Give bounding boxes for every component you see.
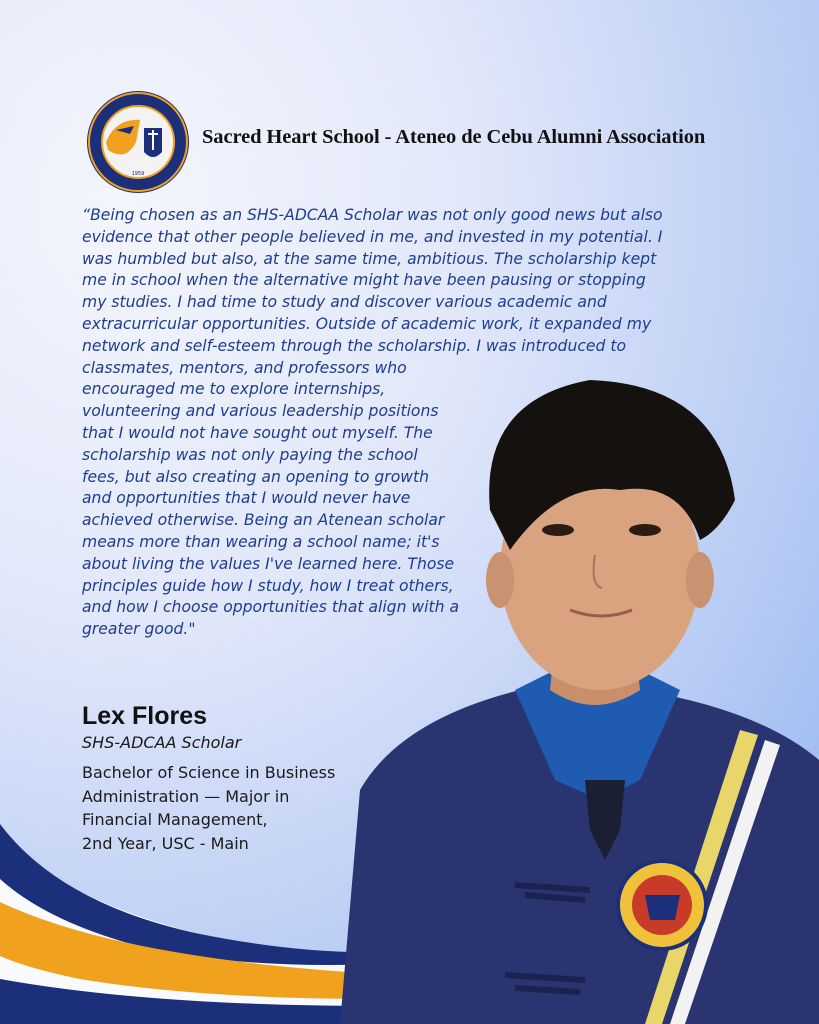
quote-line: means more than wearing a school name; it's <box>82 532 440 551</box>
detail-line: Bachelor of Science in Business <box>82 763 336 782</box>
quote-line: and opportunities that I would never have <box>82 489 411 508</box>
scholar-name: Lex Flores <box>82 702 208 730</box>
scholar-portrait <box>340 360 819 1024</box>
quote-line: evidence that other people believed in me, and invested in my potential. I <box>82 227 663 246</box>
quote-line: principles guide how I study, how I treat others, <box>82 576 454 595</box>
quote-line: volunteering and various leadership positions <box>82 402 439 421</box>
organization-name: Sacred Heart School - Ateneo de Cebu Alumni Association <box>202 126 706 148</box>
quote-line: me in school when the alternative might have been pausing or stopping <box>82 271 646 290</box>
quote-line: “Being chosen as an SHS-ADCAA Scholar was not only good news but also <box>82 206 663 224</box>
quote-line: classmates, mentors, and professors who <box>82 358 407 377</box>
alumni-association-logo <box>86 90 190 194</box>
quote-line: that I would not have sought out myself. The <box>82 423 433 442</box>
quote-line: my studies. I had time to study and discover various academic and <box>82 293 607 312</box>
detail-line: Administration — Major in <box>82 786 290 806</box>
quote-line: greater good." <box>82 620 196 639</box>
quote-line: extracurricular opportunities. Outside of academic work, it expanded my <box>82 314 652 333</box>
scholar-title: SHS-ADCAA Scholar <box>82 733 242 752</box>
quote-line: about living the values I've learned here. Those <box>82 554 455 573</box>
quote-line: achieved otherwise. Being an Atenean scholar <box>82 511 445 530</box>
quote-line: encouraged me to explore internships, <box>82 380 386 399</box>
quote-line: fees, but also creating an opening to growth <box>82 467 429 486</box>
detail-line: Financial Management, <box>82 810 268 829</box>
detail-line: 2nd Year, USC - Main <box>82 833 249 853</box>
quote-line: scholarship was not only paying the school <box>82 445 418 464</box>
svg-text:1959: 1959 <box>131 171 145 177</box>
quote-line: network and self-esteem through the scholarship. I was introduced to <box>82 336 627 355</box>
quote-line: was humbled but also, at the same time, ambitious. The scholarship kept <box>82 249 657 268</box>
quote-line: and how I choose opportunities that align with a <box>82 598 459 617</box>
